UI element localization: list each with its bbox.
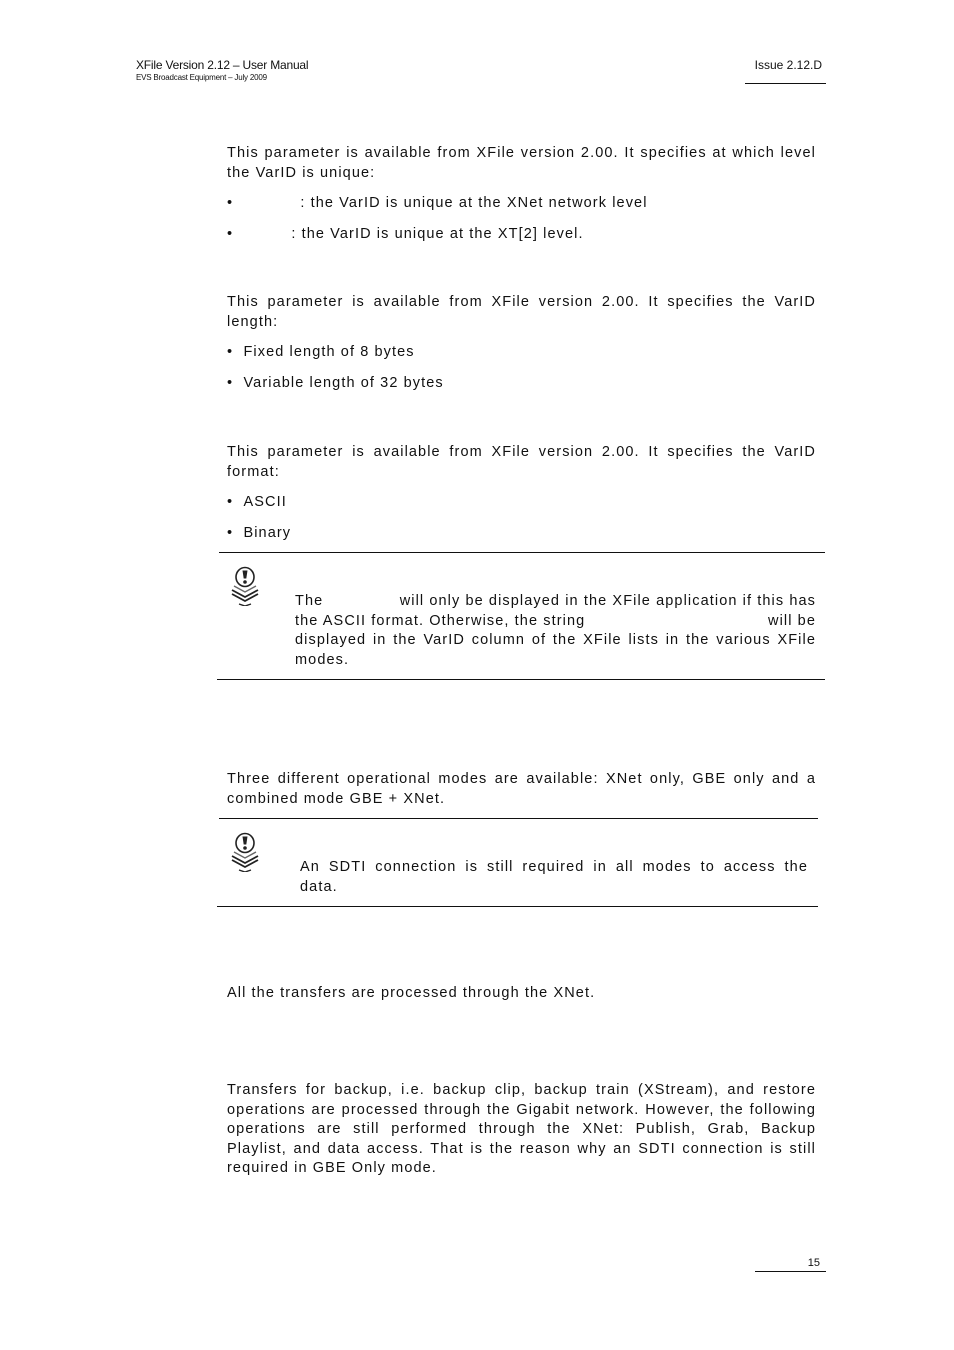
xnet-only-text: All the transfers are processed through the XNet. — [227, 985, 596, 1001]
format-bullet-ascii: • ASCII — [227, 493, 287, 513]
length-bullet-variable: • Variable length of 32 bytes — [227, 374, 444, 394]
bullet-icon: • — [227, 344, 234, 360]
bullet-icon: • — [227, 226, 234, 242]
unicity-bullet-server: • : the VarID is unique at the XT[2] level. — [227, 225, 584, 245]
manual-subtitle: EVS Broadcast Equipment – July 2009 — [136, 73, 267, 82]
note-top-rule — [219, 552, 825, 553]
bullet-icon: • — [227, 494, 234, 510]
unicity-bullet-network: • : the VarID is unique at the XNet network level — [227, 194, 648, 214]
note-icon — [228, 566, 262, 606]
page-number: 15 — [807, 1257, 820, 1269]
note-1-line-1: The will only be displayed in the XFile application if this has — [295, 593, 816, 609]
unicity-intro: This parameter is available from XFile version 2.00. It specifies at which level the VarID is unique: — [227, 145, 816, 181]
note-bottom-rule — [217, 679, 825, 680]
format-bullet-binary: • Binary — [227, 524, 291, 544]
manual-title: XFile Version 2.12 – User Manual — [136, 58, 309, 72]
length-intro: This parameter is available from XFile version 2.00. It specifies the VarID length: — [227, 294, 816, 330]
gbe-only-text: Transfers for backup, i.e. backup clip, backup train (XStream), and restore operations are processed through the Gigabit network. However, the following operations are still performed through the XNet: Publish, Grab, Backup Playlist, and data access. That is the reason why an SDTI connection is still required in GBE Only mode. — [227, 1082, 816, 1176]
page-header — [136, 58, 308, 83]
note-1-line-3: displayed in the VarID column of the XFile lists in the various XFile modes. — [295, 632, 816, 668]
modes-intro: Three different operational modes are available: XNet only, GBE only and a combined mode GBE + XNet. — [227, 771, 816, 807]
issue-label: Issue 2.12.D — [754, 58, 822, 72]
bullet-icon: • — [227, 525, 234, 541]
length-bullet-fixed: • Fixed length of 8 bytes — [227, 343, 415, 363]
note-icon — [228, 832, 262, 872]
bullet-icon: • — [227, 375, 234, 391]
note-2-bottom-rule — [217, 906, 818, 907]
header-rule — [745, 83, 826, 84]
footer-rule — [755, 1271, 826, 1272]
note-2-top-rule — [219, 818, 818, 819]
note-2-text: An SDTI connection is still required in all modes to access the data. — [300, 859, 808, 895]
bullet-icon: • — [227, 195, 234, 211]
note-1-text — [295, 592, 816, 670]
note-1-line-2: the ASCII format. Otherwise, the string will be — [295, 612, 816, 629]
format-intro: This parameter is available from XFile version 2.00. It specifies the VarID format: — [227, 444, 816, 480]
